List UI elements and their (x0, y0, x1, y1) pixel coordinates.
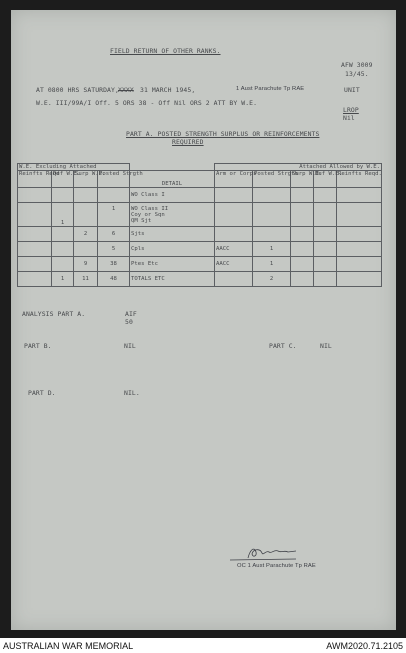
part-b-value: NIL (124, 342, 136, 350)
col-header-att-def: Def W.E. (314, 171, 337, 188)
handwritten-signature (226, 540, 326, 564)
col-header-posted: Posted Strgth (98, 171, 130, 188)
part-b-label: PART B. (24, 342, 52, 350)
lrop-label: LROP (343, 106, 359, 114)
table-row: 2 6 Sjts (18, 227, 382, 242)
table-row-totals: 1 11 48 TOTALS ETC 2 (18, 272, 382, 287)
left-section-header: W.E. Excluding Attached (18, 164, 130, 171)
col-header-att-surp: Surp W.E. (291, 171, 314, 188)
table-row: 5 Cpls AACC 1 (18, 242, 382, 257)
col-header-def: Def W.E. (52, 171, 74, 188)
unit-stamp: 1 Aust Parachute Tp RAE (236, 86, 305, 92)
analysis-value-aif: AIF (125, 310, 137, 318)
col-header-arm: Arm or Corps (215, 171, 253, 188)
table-row: 9 38 Ptes Etc AACC 1 (18, 257, 382, 272)
part-d-label: PART D. (28, 389, 56, 397)
detail-cell: WO Class I (130, 188, 215, 203)
col-header-att-posted: Posted Strgth (253, 171, 291, 188)
col-header-att-reinfts: Reinfts Reqd. (337, 171, 382, 188)
detail-cell: Sjts (130, 227, 215, 242)
analysis-label: ANALYSIS PART A. (22, 310, 86, 318)
archive-footer (0, 638, 406, 653)
part-c-label: PART C. (269, 342, 297, 350)
report-time: AT 0800 HRS SATURDAY, (36, 86, 119, 94)
part-c-value: NIL (320, 342, 332, 350)
war-establishment-line: W.E. III/99A/I Off. 5 ORS 38 - Off Nil ORS 2 ATT BY W.E. (36, 99, 258, 107)
detail-cell: Ptes Etc (130, 257, 215, 272)
part-a-heading: PART A. POSTED STRENGTH SURPLUS OR REINFORCEMENTS (126, 130, 320, 138)
field-return-table (17, 163, 382, 287)
table-row: 1 1 WO Class II Coy or Sqn QM Sjt (18, 203, 382, 227)
form-ref-2: 13/45. (345, 70, 369, 78)
unit-label: UNIT (344, 86, 360, 94)
form-ref-1: AFW 3009 (341, 61, 373, 69)
col-header-detail: DETAIL (130, 171, 215, 188)
right-section-header: Attached Allowed by W.E. (215, 164, 382, 171)
part-d-value: NIL. (124, 389, 140, 397)
col-header-surp: Surp W.E. (74, 171, 98, 188)
archive-reference: AWM2020.71.2105 (326, 641, 403, 651)
lrop-value: Nil (343, 114, 355, 122)
part-a-heading-2: REQUIRED (172, 138, 204, 146)
analysis-value-count: 50 (125, 318, 133, 326)
archive-name: AUSTRALIAN WAR MEMORIAL (3, 641, 134, 651)
document-title: FIELD RETURN OF OTHER RANKS. (110, 47, 221, 55)
detail-cell: WO Class II Coy or Sqn QM Sjt (130, 203, 215, 227)
detail-cell: Cpls (130, 242, 215, 257)
table-row (18, 188, 382, 203)
detail-cell: TOTALS ETC (130, 272, 215, 287)
signature-caption: OC 1 Aust Parachute Tp RAE (237, 563, 316, 569)
col-header-reinfts: Reinfts Reqd (18, 171, 52, 188)
struck-out-text: XXXX (118, 86, 134, 94)
report-date: 31 MARCH 1945, (140, 86, 196, 94)
